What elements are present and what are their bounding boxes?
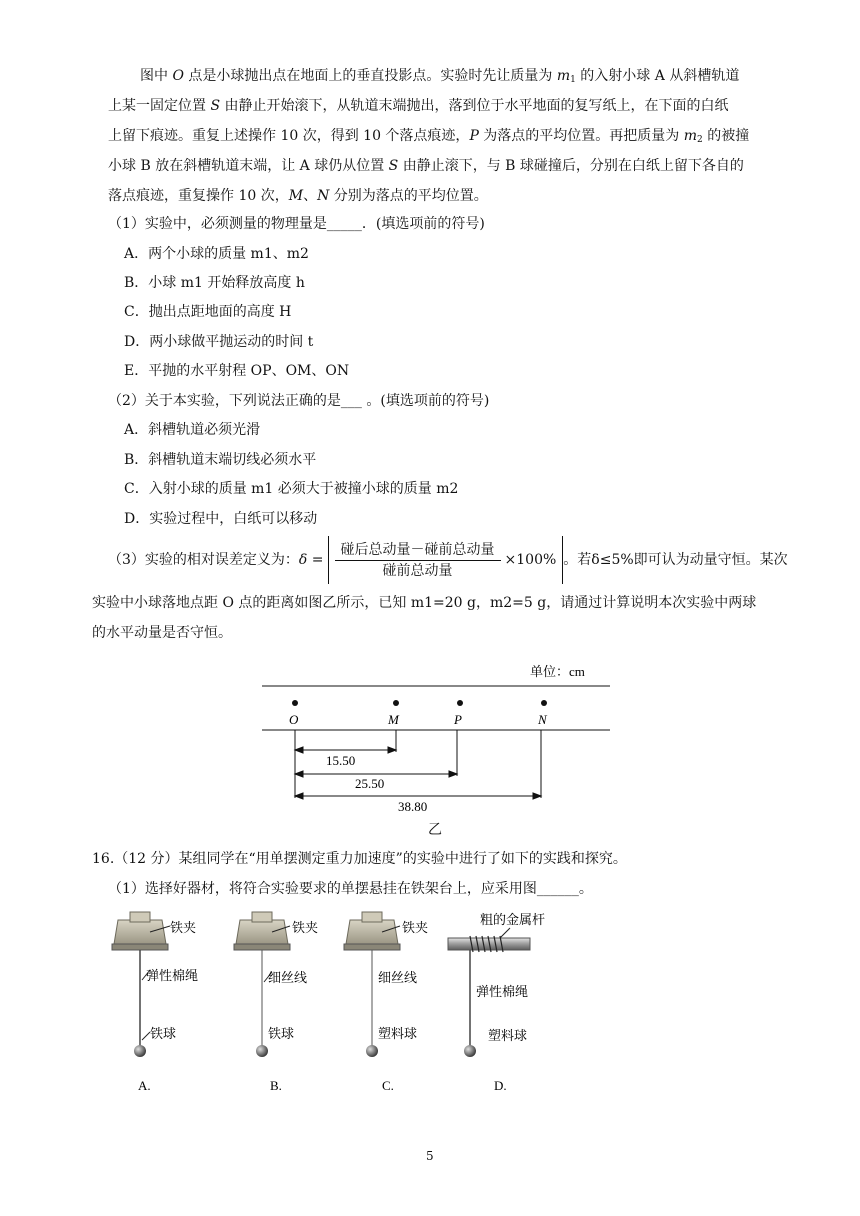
q16-title: 16.（12 分）某组同学在“用单摆测定重力加速度”的实验中进行了如下的实践和探究。: [92, 851, 627, 867]
percent-factor: ×100%: [504, 552, 557, 568]
q3-formula-line: （3）实验的相对误差定义为： δ = $\frac{\text{碰后总动量－碰前总动量}}{\text{碰前总动量}}$ ×100% 。若δ≤5%即可认为动量守恒。某次: [108, 536, 788, 584]
q1-option-d: D．两小球做平抛运动的时间 t: [124, 334, 314, 350]
option-a: A.: [138, 1078, 151, 1093]
plastic-ball-c: [366, 1045, 378, 1057]
point-p-dot: [457, 700, 463, 706]
label-c-string: 细丝线: [378, 970, 418, 985]
q1-stem: （1）实验中，必须测量的物理量是_____．(填选项前的符号): [108, 216, 485, 232]
label-b-top: 铁夹: [292, 920, 319, 935]
option-d: D.: [494, 1078, 507, 1093]
figure-caption: 乙: [428, 822, 442, 838]
point-n-dot: [541, 700, 547, 706]
point-m-dot: [393, 700, 399, 706]
label-b-string: 细丝线: [268, 970, 308, 985]
distance-on: 38.80: [398, 799, 428, 814]
label-c-ball: 塑料球: [378, 1026, 418, 1041]
figure-yi: [0, 656, 860, 836]
point-p-label: P: [454, 712, 462, 727]
intro-line-4: 小球 B 放在斜槽轨道末端，让 A 球仍从位置 S 由静止滚下，与 B 球碰撞后，分别在白纸上留下各自的: [108, 158, 744, 174]
distance-op: 25.50: [355, 776, 385, 791]
q16-sub1: （1）选择好器材，将符合实验要求的单摆悬挂在铁架台上，应采用图______。: [108, 881, 593, 897]
point-m-label: M: [388, 712, 399, 727]
delta-symbol: δ =: [298, 552, 324, 568]
q1-option-e: E．平抛的水平射程 OP、OM、ON: [124, 363, 350, 379]
q2-option-a: A．斜槽轨道必须光滑: [124, 422, 261, 438]
label-d-top: 粗的金属杆: [480, 912, 546, 927]
label-d-ball: 塑料球: [488, 1028, 528, 1043]
abs-value-formula: [328, 536, 564, 584]
iron-ball-a: [134, 1045, 146, 1057]
plastic-ball-d: [464, 1045, 476, 1057]
fraction-denominator: 碰前总动量: [382, 562, 453, 579]
label-a-string: 弹性棉绳: [146, 968, 199, 983]
point-o-label: O: [289, 712, 299, 727]
q2-option-d: D．实验过程中，白纸可以移动: [124, 511, 318, 527]
point-o-dot: [292, 700, 298, 706]
option-b: B.: [270, 1078, 282, 1093]
q2-stem: （2）关于本实验，下列说法正确的是___ 。(填选项前的符号): [108, 393, 490, 409]
label-a-top: 铁夹: [170, 920, 197, 935]
pendulum-a: [112, 912, 198, 1093]
q1-option-a: A．两个小球的质量 m1、m2: [124, 246, 309, 262]
label-d-string: 弹性棉绳: [476, 984, 529, 999]
pendulum-c: [344, 912, 428, 1093]
q2-option-c: C．入射小球的质量 m1 必须大于被撞小球的质量 m2: [124, 481, 459, 497]
pendulum-figures: [0, 900, 860, 1100]
fraction: [335, 540, 501, 581]
label-b-ball: 铁球: [268, 1026, 295, 1041]
q1-option-c: C．抛出点距地面的高度 H: [124, 304, 292, 320]
pendulum-d: [448, 912, 545, 1093]
option-c: C.: [382, 1078, 394, 1093]
q3-line-2: 实验中小球落地点距 O 点的距离如图乙所示，已知 m1=20 g，m2=5 g，请通过计算说明本次实验中两球: [92, 595, 757, 611]
intro-line-2: 上某一固定位置 S 由静止开始滚下，从轨道末端抛出，落到位于水平地面的复写纸上，在下面的白纸: [108, 98, 729, 114]
point-n-label: N: [538, 712, 547, 727]
fraction-numerator: 碰后总动量－碰前总动量: [335, 540, 501, 561]
intro-line-5: 落点痕迹，重复操作 10 次，M、N 分别为落点的平均位置。: [108, 188, 488, 204]
q3-line-3: 的水平动量是否守恒。: [92, 625, 232, 641]
distance-om: 15.50: [326, 753, 356, 768]
intro-line-3: 上留下痕迹。重复上述操作 10 次，得到 10 个落点痕迹，P 为落点的平均位置。再把质量为 $m_2$ 的被撞: [108, 128, 750, 145]
label-c-top: 铁夹: [402, 920, 429, 935]
pendulum-b: [234, 912, 318, 1093]
intro-line-1: 图中 O 点是小球抛出点在地面上的垂直投影点。实验时先让质量为 $m_1$ 的入射小球 A 从斜槽轨道: [140, 68, 740, 85]
label-a-ball: 铁球: [150, 1026, 177, 1041]
q1-option-b: B．小球 m1 开始释放高度 h: [124, 275, 305, 291]
q2-option-b: B．斜槽轨道末端切线必须水平: [124, 452, 317, 468]
unit-label: 单位：cm: [530, 664, 585, 679]
iron-ball-b: [256, 1045, 268, 1057]
page-number: 5: [426, 1149, 434, 1163]
